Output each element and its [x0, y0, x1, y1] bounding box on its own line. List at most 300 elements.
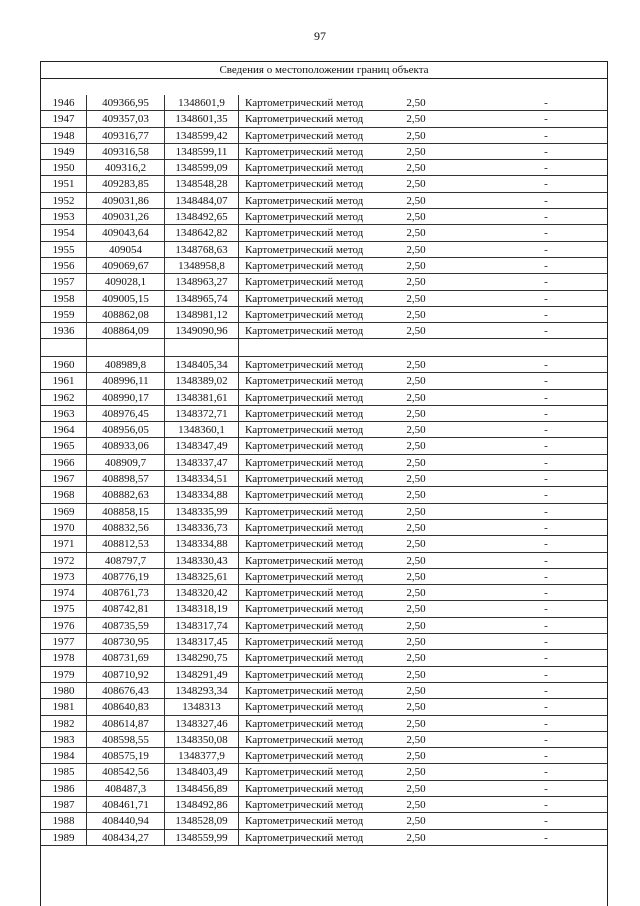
point-number-cell: 1974 — [41, 585, 87, 600]
accuracy-cell: 2,50 — [406, 750, 426, 763]
description-cell: - — [544, 652, 548, 665]
y-coordinate-cell: 1348325,61 — [165, 569, 239, 584]
y-coordinate-cell: 1348599,11 — [165, 144, 239, 159]
accuracy-cell: 2,50 — [406, 603, 426, 616]
description-cell: - — [544, 473, 548, 486]
method-cell: Картометрический метод — [245, 750, 364, 763]
point-number-cell: 1984 — [41, 748, 87, 763]
description-cell: - — [544, 259, 548, 272]
table-row — [41, 797, 607, 813]
point-number-cell: 1970 — [41, 520, 87, 535]
method-cell: Картометрический метод — [245, 799, 364, 812]
table-row — [41, 242, 607, 258]
x-coordinate-cell: 408933,06 — [87, 438, 165, 453]
point-number-cell: 1947 — [41, 111, 87, 126]
description-cell: - — [544, 178, 548, 191]
point-number-cell: 1977 — [41, 634, 87, 649]
accuracy-cell: 2,50 — [406, 587, 426, 600]
table-row — [41, 258, 607, 274]
method-cell: Картометрический метод — [245, 243, 364, 256]
y-coordinate-cell: 1348290,75 — [165, 650, 239, 665]
y-coordinate-cell: 1348330,43 — [165, 553, 239, 568]
description-cell: - — [544, 325, 548, 338]
y-coordinate-cell: 1348336,73 — [165, 520, 239, 535]
table-row — [41, 650, 607, 666]
description-cell: - — [544, 113, 548, 126]
method-cell: Картометрический метод — [245, 701, 364, 714]
y-coordinate-cell: 1348981,12 — [165, 307, 239, 322]
y-coordinate-cell: 1348403,49 — [165, 764, 239, 779]
accuracy-cell: 2,50 — [406, 407, 426, 420]
description-cell: - — [544, 831, 548, 844]
method-cell: Картометрический метод — [245, 652, 364, 665]
method-cell: Картометрический метод — [245, 668, 364, 681]
description-cell: - — [544, 145, 548, 158]
description-cell: - — [544, 782, 548, 795]
point-number-cell: 1954 — [41, 225, 87, 240]
x-coordinate-cell: 408776,19 — [87, 569, 165, 584]
point-number-cell: 1956 — [41, 258, 87, 273]
x-coordinate-cell: 408710,92 — [87, 667, 165, 682]
method-cell: Картометрический метод — [245, 211, 364, 224]
method-cell: Картометрический метод — [245, 521, 364, 534]
method-cell: Картометрический метод — [245, 113, 364, 126]
method-cell: Картометрический метод — [245, 391, 364, 404]
x-coordinate-cell: 408996,11 — [87, 373, 165, 388]
method-cell: Картометрический метод — [245, 194, 364, 207]
point-number-cell: 1967 — [41, 471, 87, 486]
method-cell: Картометрический метод — [245, 815, 364, 828]
point-number-cell: 1976 — [41, 618, 87, 633]
row-group-2 — [41, 357, 607, 846]
accuracy-cell: 2,50 — [406, 701, 426, 714]
description-cell: - — [544, 456, 548, 469]
description-cell: - — [544, 554, 548, 567]
description-cell: - — [544, 815, 548, 828]
point-number-cell: 1962 — [41, 390, 87, 405]
x-coordinate-cell: 408735,59 — [87, 618, 165, 633]
description-cell: - — [544, 424, 548, 437]
description-cell: - — [544, 668, 548, 681]
x-coordinate-cell: 409028,1 — [87, 274, 165, 289]
point-number-cell: 1948 — [41, 128, 87, 143]
table-row — [41, 748, 607, 764]
y-coordinate-cell: 1348599,09 — [165, 160, 239, 175]
method-cell: Картометрический метод — [245, 636, 364, 649]
method-cell: Картометрический метод — [245, 162, 364, 175]
method-cell: Картометрический метод — [245, 538, 364, 551]
table-row — [41, 487, 607, 503]
table-row — [41, 830, 607, 846]
method-cell: Картометрический метод — [245, 766, 364, 779]
y-coordinate-cell: 1348601,35 — [165, 111, 239, 126]
table-row — [41, 553, 607, 569]
accuracy-cell: 2,50 — [406, 815, 426, 828]
table-row — [41, 274, 607, 290]
description-cell: - — [544, 619, 548, 632]
x-coordinate-cell: 408487,3 — [87, 781, 165, 796]
x-coordinate-cell: 408864,09 — [87, 323, 165, 338]
table-row — [41, 813, 607, 829]
x-coordinate-cell: 408640,83 — [87, 699, 165, 714]
table-row — [41, 601, 607, 617]
accuracy-cell: 2,50 — [406, 359, 426, 371]
table-row — [41, 209, 607, 225]
accuracy-cell: 2,50 — [406, 733, 426, 746]
accuracy-cell: 2,50 — [406, 505, 426, 518]
y-coordinate-cell: 1348318,19 — [165, 601, 239, 616]
point-number-cell: 1985 — [41, 764, 87, 779]
boundary-table — [40, 61, 608, 906]
table-row — [41, 373, 607, 389]
method-cell: Картометрический метод — [245, 407, 364, 420]
description-cell: - — [544, 292, 548, 305]
method-cell: Картометрический метод — [245, 782, 364, 795]
accuracy-cell: 2,50 — [406, 473, 426, 486]
x-coordinate-cell: 408956,05 — [87, 422, 165, 437]
point-number-cell: 1969 — [41, 504, 87, 519]
accuracy-cell: 2,50 — [406, 259, 426, 272]
method-cell: Картометрический метод — [245, 473, 364, 486]
y-coordinate-cell: 1348492,86 — [165, 797, 239, 812]
y-coordinate-cell: 1348293,34 — [165, 683, 239, 698]
description-cell: - — [544, 97, 548, 109]
point-number-cell: 1952 — [41, 193, 87, 208]
accuracy-cell: 2,50 — [406, 636, 426, 649]
x-coordinate-cell: 408742,81 — [87, 601, 165, 616]
x-coordinate-cell: 408990,17 — [87, 390, 165, 405]
method-cell: Картометрический метод — [245, 129, 364, 142]
description-cell: - — [544, 129, 548, 142]
description-cell: - — [544, 603, 548, 616]
method-cell: Картометрический метод — [245, 308, 364, 321]
table-row — [41, 357, 607, 373]
x-coordinate-cell: 408858,15 — [87, 504, 165, 519]
method-cell: Картометрический метод — [245, 292, 364, 305]
description-cell: - — [544, 684, 548, 697]
table-row — [41, 144, 607, 160]
point-number-cell: 1975 — [41, 601, 87, 616]
point-number-cell: 1989 — [41, 830, 87, 845]
x-coordinate-cell: 409316,77 — [87, 128, 165, 143]
method-cell: Картометрический метод — [245, 259, 364, 272]
x-coordinate-cell: 408461,71 — [87, 797, 165, 812]
point-number-cell: 1963 — [41, 406, 87, 421]
method-cell: Картометрический метод — [245, 717, 364, 730]
point-number-cell: 1973 — [41, 569, 87, 584]
x-coordinate-cell: 408862,08 — [87, 307, 165, 322]
accuracy-cell: 2,50 — [406, 684, 426, 697]
y-coordinate-cell: 1348601,9 — [165, 95, 239, 110]
point-number-cell: 1978 — [41, 650, 87, 665]
y-coordinate-cell: 1348559,99 — [165, 830, 239, 845]
description-cell: - — [544, 211, 548, 224]
y-coordinate-cell: 1348548,28 — [165, 176, 239, 191]
x-coordinate-cell: 408434,27 — [87, 830, 165, 845]
description-cell: - — [544, 359, 548, 371]
table-row — [41, 111, 607, 127]
point-number-cell: 1979 — [41, 667, 87, 682]
description-cell: - — [544, 570, 548, 583]
y-coordinate-cell: 1348317,45 — [165, 634, 239, 649]
method-cell: Картометрический метод — [245, 587, 364, 600]
point-number-cell: 1950 — [41, 160, 87, 175]
table-row — [41, 536, 607, 552]
point-number-cell: 1953 — [41, 209, 87, 224]
description-cell: - — [544, 766, 548, 779]
y-coordinate-cell: 1348313 — [165, 699, 239, 714]
y-coordinate-cell: 1348350,08 — [165, 732, 239, 747]
description-cell: - — [544, 194, 548, 207]
accuracy-cell: 2,50 — [406, 308, 426, 321]
point-number-cell: 1983 — [41, 732, 87, 747]
method-cell: Картометрический метод — [245, 227, 364, 240]
accuracy-cell: 2,50 — [406, 227, 426, 240]
method-cell: Картометрический метод — [245, 505, 364, 518]
y-coordinate-cell: 1348327,46 — [165, 716, 239, 731]
description-cell: - — [544, 636, 548, 649]
accuracy-cell: 2,50 — [406, 276, 426, 289]
y-coordinate-cell: 1348963,27 — [165, 274, 239, 289]
description-cell: - — [544, 308, 548, 321]
x-coordinate-cell: 409069,67 — [87, 258, 165, 273]
table-row — [41, 291, 607, 307]
y-coordinate-cell: 1348642,82 — [165, 225, 239, 240]
description-cell: - — [544, 407, 548, 420]
point-number-cell: 1961 — [41, 373, 87, 388]
table-row — [41, 225, 607, 241]
accuracy-cell: 2,50 — [406, 570, 426, 583]
point-number-cell: 1964 — [41, 422, 87, 437]
method-cell: Картометрический метод — [245, 554, 364, 567]
description-cell: - — [544, 587, 548, 600]
table-row — [41, 193, 607, 209]
page-number: 97 — [314, 29, 326, 43]
point-number-cell: 1980 — [41, 683, 87, 698]
point-number-cell: 1982 — [41, 716, 87, 731]
accuracy-cell: 2,50 — [406, 489, 426, 502]
x-coordinate-cell: 408898,57 — [87, 471, 165, 486]
y-coordinate-cell: 1348377,9 — [165, 748, 239, 763]
point-number-cell: 1957 — [41, 274, 87, 289]
accuracy-cell: 2,50 — [406, 375, 426, 388]
description-cell: - — [544, 701, 548, 714]
accuracy-cell: 2,50 — [406, 619, 426, 632]
accuracy-cell: 2,50 — [406, 831, 426, 844]
y-coordinate-cell: 1348958,8 — [165, 258, 239, 273]
accuracy-cell: 2,50 — [406, 97, 426, 109]
table-row — [41, 585, 607, 601]
description-cell: - — [544, 538, 548, 551]
table-row — [41, 504, 607, 520]
y-coordinate-cell: 1348381,61 — [165, 390, 239, 405]
point-number-cell: 1958 — [41, 291, 87, 306]
y-coordinate-cell: 1348360,1 — [165, 422, 239, 437]
table-row — [41, 95, 607, 111]
x-coordinate-cell: 408575,19 — [87, 748, 165, 763]
table-row — [41, 781, 607, 797]
x-coordinate-cell: 408542,56 — [87, 764, 165, 779]
method-cell: Картометрический метод — [245, 684, 364, 697]
point-number-cell: 1946 — [41, 95, 87, 110]
x-coordinate-cell: 408598,55 — [87, 732, 165, 747]
x-coordinate-cell: 408797,7 — [87, 553, 165, 568]
table-row — [41, 732, 607, 748]
accuracy-cell: 2,50 — [406, 799, 426, 812]
x-coordinate-cell: 408676,43 — [87, 683, 165, 698]
accuracy-cell: 2,50 — [406, 113, 426, 126]
method-cell: Картометрический метод — [245, 178, 364, 191]
point-number-cell: 1981 — [41, 699, 87, 714]
table-row — [41, 160, 607, 176]
y-coordinate-cell: 1348334,51 — [165, 471, 239, 486]
description-cell: - — [544, 440, 548, 453]
description-cell: - — [544, 799, 548, 812]
accuracy-cell: 2,50 — [406, 325, 426, 338]
table-row — [41, 390, 607, 406]
accuracy-cell: 2,50 — [406, 243, 426, 256]
row-group-1 — [41, 95, 607, 357]
description-cell: - — [544, 276, 548, 289]
method-cell: Картометрический метод — [245, 325, 364, 338]
accuracy-cell: 2,50 — [406, 162, 426, 175]
x-coordinate-cell: 409316,58 — [87, 144, 165, 159]
table-title: Сведения о местоположении границ объекта — [41, 62, 607, 79]
method-cell: Картометрический метод — [245, 603, 364, 616]
accuracy-cell: 2,50 — [406, 766, 426, 779]
x-coordinate-cell: 409031,26 — [87, 209, 165, 224]
accuracy-cell: 2,50 — [406, 145, 426, 158]
accuracy-cell: 2,50 — [406, 211, 426, 224]
method-cell: Картометрический метод — [245, 440, 364, 453]
header-spacer — [41, 78, 607, 95]
table-row — [41, 307, 607, 323]
y-coordinate-cell: 1348456,89 — [165, 781, 239, 796]
method-cell: Картометрический метод — [245, 145, 364, 158]
table-row — [41, 406, 607, 422]
accuracy-cell: 2,50 — [406, 391, 426, 404]
accuracy-cell: 2,50 — [406, 538, 426, 551]
description-cell: - — [544, 243, 548, 256]
table-row — [41, 422, 607, 438]
point-number-cell: 1972 — [41, 553, 87, 568]
table-row — [41, 683, 607, 699]
x-coordinate-cell: 408989,8 — [87, 357, 165, 372]
y-coordinate-cell: 1348965,74 — [165, 291, 239, 306]
y-coordinate-cell: 1348347,49 — [165, 438, 239, 453]
y-coordinate-cell: 1349090,96 — [165, 323, 239, 338]
method-cell: Картометрический метод — [245, 570, 364, 583]
point-number-cell: 1936 — [41, 323, 87, 338]
y-coordinate-cell: 1348389,02 — [165, 373, 239, 388]
point-number-cell: 1987 — [41, 797, 87, 812]
y-coordinate-cell: 1348768,63 — [165, 242, 239, 257]
y-coordinate-cell: 1348337,47 — [165, 455, 239, 470]
x-coordinate-cell: 409043,64 — [87, 225, 165, 240]
y-coordinate-cell: 1348484,07 — [165, 193, 239, 208]
accuracy-cell: 2,50 — [406, 194, 426, 207]
method-cell: Картометрический метод — [245, 489, 364, 502]
accuracy-cell: 2,50 — [406, 668, 426, 681]
y-coordinate-cell: 1348492,65 — [165, 209, 239, 224]
x-coordinate-cell: 408731,69 — [87, 650, 165, 665]
accuracy-cell: 2,50 — [406, 440, 426, 453]
table-row — [41, 667, 607, 683]
point-number-cell: 1986 — [41, 781, 87, 796]
method-cell: Картометрический метод — [245, 276, 364, 289]
accuracy-cell: 2,50 — [406, 424, 426, 437]
table-row — [41, 128, 607, 144]
group-separator — [41, 339, 607, 357]
point-number-cell: 1949 — [41, 144, 87, 159]
description-cell: - — [544, 391, 548, 404]
method-cell: Картометрический метод — [245, 456, 364, 469]
y-coordinate-cell: 1348317,74 — [165, 618, 239, 633]
x-coordinate-cell: 409283,85 — [87, 176, 165, 191]
x-coordinate-cell: 409357,03 — [87, 111, 165, 126]
point-number-cell: 1988 — [41, 813, 87, 828]
x-coordinate-cell: 409005,15 — [87, 291, 165, 306]
table-row — [41, 455, 607, 471]
accuracy-cell: 2,50 — [406, 292, 426, 305]
y-coordinate-cell: 1348320,42 — [165, 585, 239, 600]
accuracy-cell: 2,50 — [406, 178, 426, 191]
point-number-cell: 1951 — [41, 176, 87, 191]
y-coordinate-cell: 1348334,88 — [165, 536, 239, 551]
point-number-cell: 1966 — [41, 455, 87, 470]
method-cell: Картометрический метод — [245, 619, 364, 632]
description-cell: - — [544, 489, 548, 502]
x-coordinate-cell: 408614,87 — [87, 716, 165, 731]
description-cell: - — [544, 375, 548, 388]
accuracy-cell: 2,50 — [406, 456, 426, 469]
table-row — [41, 699, 607, 715]
point-number-cell: 1959 — [41, 307, 87, 322]
point-number-cell: 1971 — [41, 536, 87, 551]
description-cell: - — [544, 227, 548, 240]
table-row — [41, 520, 607, 536]
table-row — [41, 323, 607, 339]
point-number-cell: 1960 — [41, 357, 87, 372]
y-coordinate-cell: 1348528,09 — [165, 813, 239, 828]
x-coordinate-cell: 408882,63 — [87, 487, 165, 502]
y-coordinate-cell: 1348599,42 — [165, 128, 239, 143]
method-cell: Картометрический метод — [245, 375, 364, 388]
x-coordinate-cell: 409031,86 — [87, 193, 165, 208]
method-cell: Картометрический метод — [245, 97, 364, 109]
accuracy-cell: 2,50 — [406, 521, 426, 534]
table-row — [41, 764, 607, 780]
x-coordinate-cell: 408812,53 — [87, 536, 165, 551]
table-row — [41, 176, 607, 192]
method-cell: Картометрический метод — [245, 424, 364, 437]
x-coordinate-cell: 409366,95 — [87, 95, 165, 110]
table-row — [41, 471, 607, 487]
description-cell: - — [544, 505, 548, 518]
x-coordinate-cell: 408761,73 — [87, 585, 165, 600]
table-row — [41, 716, 607, 732]
point-number-cell: 1965 — [41, 438, 87, 453]
table-row — [41, 438, 607, 454]
table-row — [41, 569, 607, 585]
y-coordinate-cell: 1348372,71 — [165, 406, 239, 421]
table-row — [41, 634, 607, 650]
x-coordinate-cell: 408440,94 — [87, 813, 165, 828]
description-cell: - — [544, 162, 548, 175]
y-coordinate-cell: 1348334,88 — [165, 487, 239, 502]
accuracy-cell: 2,50 — [406, 717, 426, 730]
accuracy-cell: 2,50 — [406, 652, 426, 665]
